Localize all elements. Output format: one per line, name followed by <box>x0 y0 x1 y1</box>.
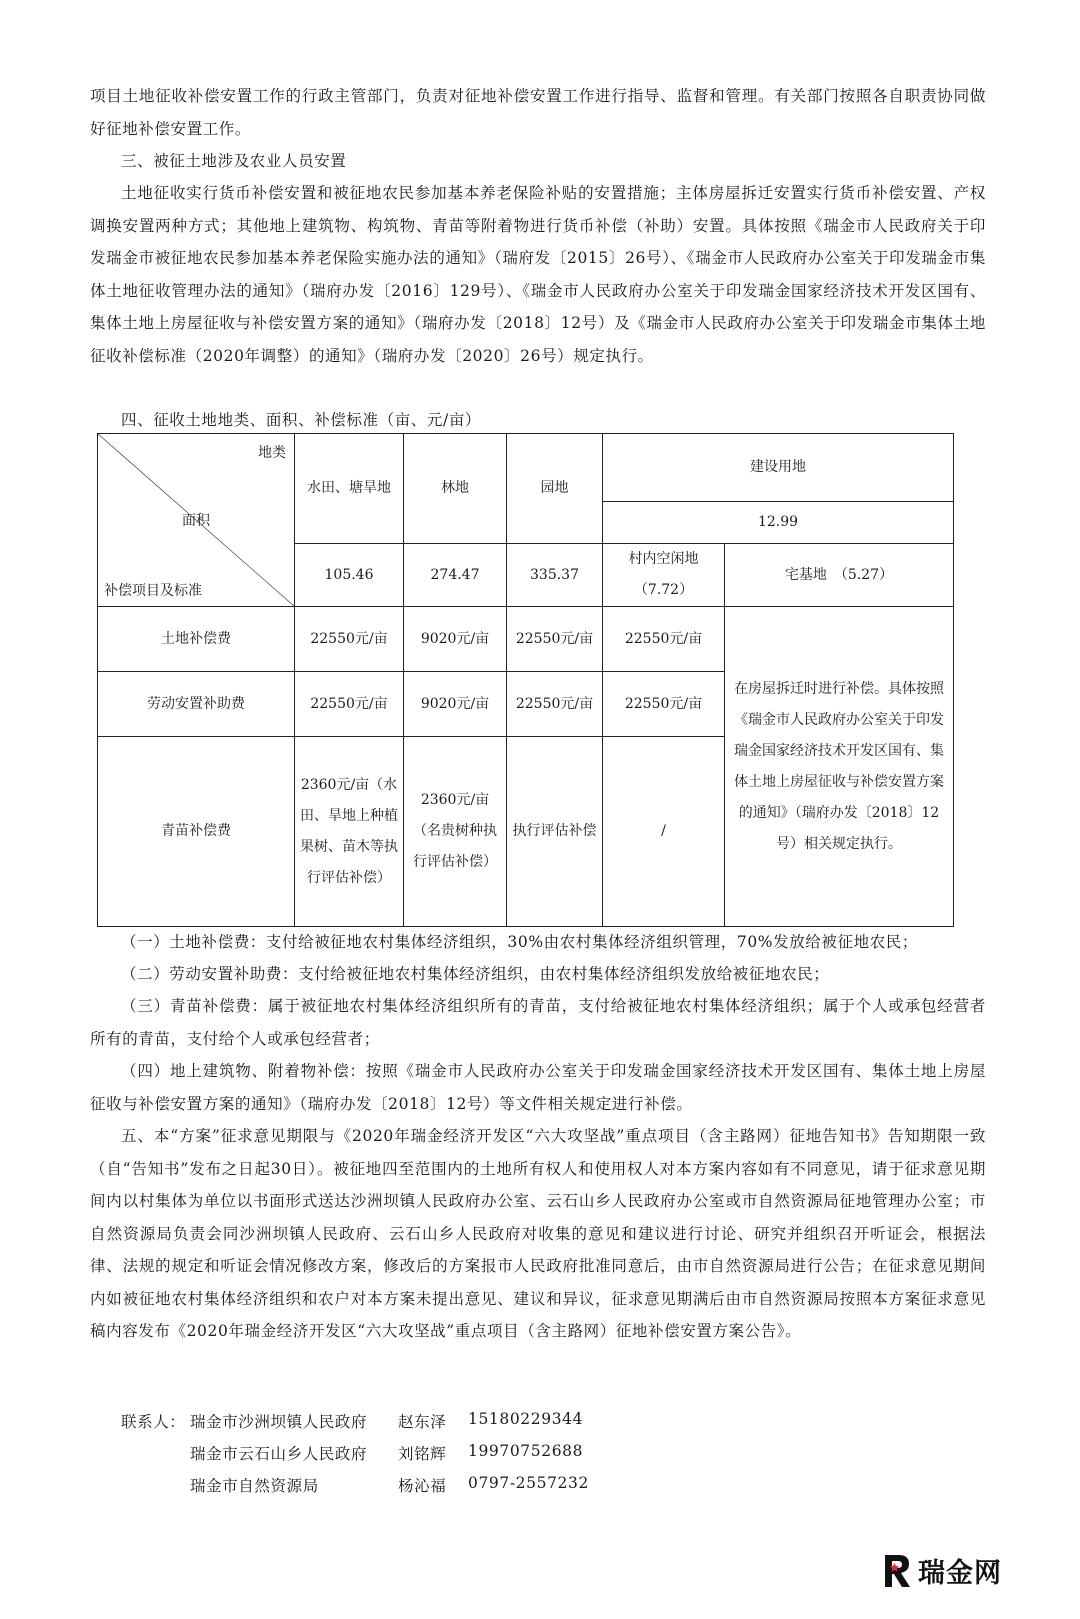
corner-land-type: 地类 <box>258 445 286 461</box>
cell-land-forest: 9020元/亩 <box>404 607 507 672</box>
contact-phone-1: 15180229344 <box>468 1410 584 1428</box>
cell-crop-garden: 执行评估补偿 <box>507 737 603 927</box>
homestead-note: 在房屋拆迁时进行补偿。具体按照《瑞金市人民政府办公室关于印发瑞金国家经济技术开发区国有、集体土地上房屋征收与补偿安置方案的通知》（瑞府办发〔2018〕12号）相关规定执行。 <box>725 607 954 927</box>
row-label-labor: 劳动安置补助费 <box>98 672 295 737</box>
contact-org-1: 瑞金市沙洲坝镇人民政府 <box>190 1413 368 1431</box>
cell-labor-garden: 22550元/亩 <box>507 672 603 737</box>
note-crop-fee: （三）青苗补偿费：属于被征地农村集体经济组织所有的青苗，支付给被征地农村集体经济组织；属于个人或承包经营者所有的青苗，支付给个人或承包经营者； <box>90 997 986 1048</box>
col-construction: 建设用地 <box>603 434 954 502</box>
area-paddy: 105.46 <box>295 544 404 607</box>
watermark-text: 瑞金网 <box>918 1557 1002 1589</box>
compensation-table <box>97 433 954 927</box>
contact-phone-3: 0797-2557232 <box>468 1474 589 1492</box>
table-corner-cell <box>98 434 295 607</box>
note-labor-fee: （二）劳动安置补助费：支付给被征地农村集体经济组织，由农村集体经济组织发放给被征地农民； <box>121 965 830 983</box>
cell-labor-idle: 22550元/亩 <box>603 672 725 737</box>
paragraph-continuation: 项目土地征收补偿安置工作的行政主管部门，负责对征地补偿安置工作进行指导、监督和管理。有关部门按照各自职责协同做好征地补偿安置工作。 <box>90 87 986 138</box>
section-heading-3: 三、被征土地涉及农业人员安置 <box>121 152 347 170</box>
area-garden: 335.37 <box>507 544 603 607</box>
col-homestead: 宅基地 （5.27） <box>725 544 954 607</box>
cell-labor-paddy: 22550元/亩 <box>295 672 404 737</box>
col-garden: 园地 <box>507 434 603 544</box>
paragraph-comment-period: 五、本“方案”征求意见期限与《2020年瑞金经济开发区“六大攻坚战”重点项目（含主路网）征地告知书》告知期限一致（自“告知书”发布之日起30日）。被征地四至范围内的土地所有权人和使用权人对本方案内容如有不同意见，请于征求意见期间内以村集体为单位以书面形式送达沙洲坝镇人民政府办公室、云石山乡人民政府办公室或市自然资源局征地管理办公室；市自然资源局负责会同沙洲坝镇人民政府、云石山乡人民政府对收集的意见和建议进行讨论、研究并组织召开听证会，根据法律、法规的规定和听证会情况修改方案，修改后的方案报市人民政府批准同意后，由市自然资源局进行公告；在征求意见期间内如被征地农村集体经济组织和农户对本方案未提出意见、建议和异议，征求意见期满后由市自然资源局按照本方案征求意见稿内容发布《2020年瑞金经济开发区“六大攻坚战”重点项目（含主路网）征地补偿安置方案公告》。 <box>90 1127 986 1340</box>
col-idle-land: 村内空闲地（7.72） <box>603 544 725 607</box>
section-heading-4: 四、征收土地地类、面积、补偿标准（亩、元/亩） <box>121 411 482 429</box>
contact-name-3: 杨沁福 <box>398 1477 447 1495</box>
note-buildings: （四）地上建筑物、附着物补偿：按照《瑞金市人民政府办公室关于印发瑞金国家经济技术开发区国有、集体土地上房屋征收与补偿安置方案的通知》（瑞府办发〔2018〕12号）等文件相关规定进行补偿。 <box>90 1062 986 1113</box>
col-paddy: 水田、塘旱地 <box>295 434 404 544</box>
cell-crop-forest: 2360元/亩（名贵树种执行评估补偿） <box>404 737 507 927</box>
corner-standard: 补偿项目及标准 <box>104 583 202 599</box>
watermark-logo <box>880 1550 1002 1590</box>
cell-land-paddy: 22550元/亩 <box>295 607 404 672</box>
row-label-crop: 青苗补偿费 <box>98 737 295 927</box>
cell-land-idle: 22550元/亩 <box>603 607 725 672</box>
col-forest: 林地 <box>404 434 507 544</box>
cell-crop-paddy: 2360元/亩（水田、旱地上种植果树、苗木等执行评估补偿） <box>295 737 404 927</box>
contact-name-2: 刘铭辉 <box>398 1445 447 1463</box>
area-forest: 274.47 <box>404 544 507 607</box>
paragraph-resettlement: 土地征收实行货币补偿安置和被征地农民参加基本养老保险补贴的安置措施；主体房屋拆迁安置实行货币补偿安置、产权调换安置两种方式；其他地上建筑物、构筑物、青苗等附着物进行货币补偿（补助）安置。具体按照《瑞金市人民政府关于印发瑞金市被征地农民参加基本养老保险实施办法的通知》（瑞府发〔2015〕26号）、《瑞金市人民政府办公室关于印发瑞金市集体土地征收管理办法的通知》（瑞府办发〔2016〕129号）、《瑞金市人民政府办公室关于印发瑞金国家经济技术开发区国有、集体土地上房屋征收与补偿安置方案的通知》（瑞府办发〔2018〕12号）及《瑞金市人民政府办公室关于印发瑞金市集体土地征收补偿标准（2020年调整）的通知》（瑞府办发〔2020〕26号）规定执行。 <box>90 184 986 365</box>
ruijin-logo-icon <box>880 1551 914 1589</box>
contact-org-2: 瑞金市云石山乡人民政府 <box>190 1445 368 1463</box>
corner-area: 面积 <box>182 513 210 529</box>
area-construction: 12.99 <box>603 502 954 544</box>
contact-label: 联系人： <box>121 1413 186 1431</box>
contact-phone-2: 19970752688 <box>468 1442 584 1460</box>
cell-labor-forest: 9020元/亩 <box>404 672 507 737</box>
contact-org-3: 瑞金市自然资源局 <box>190 1477 319 1495</box>
note-land-fee: （一）土地补偿费：支付给被征地农村集体经济组织，30%由农村集体经济组织管理，70%发放给被征地农民； <box>121 933 919 951</box>
row-label-land: 土地补偿费 <box>98 607 295 672</box>
cell-land-garden: 22550元/亩 <box>507 607 603 672</box>
contact-name-1: 赵东泽 <box>398 1413 447 1431</box>
cell-crop-idle: / <box>603 737 725 927</box>
